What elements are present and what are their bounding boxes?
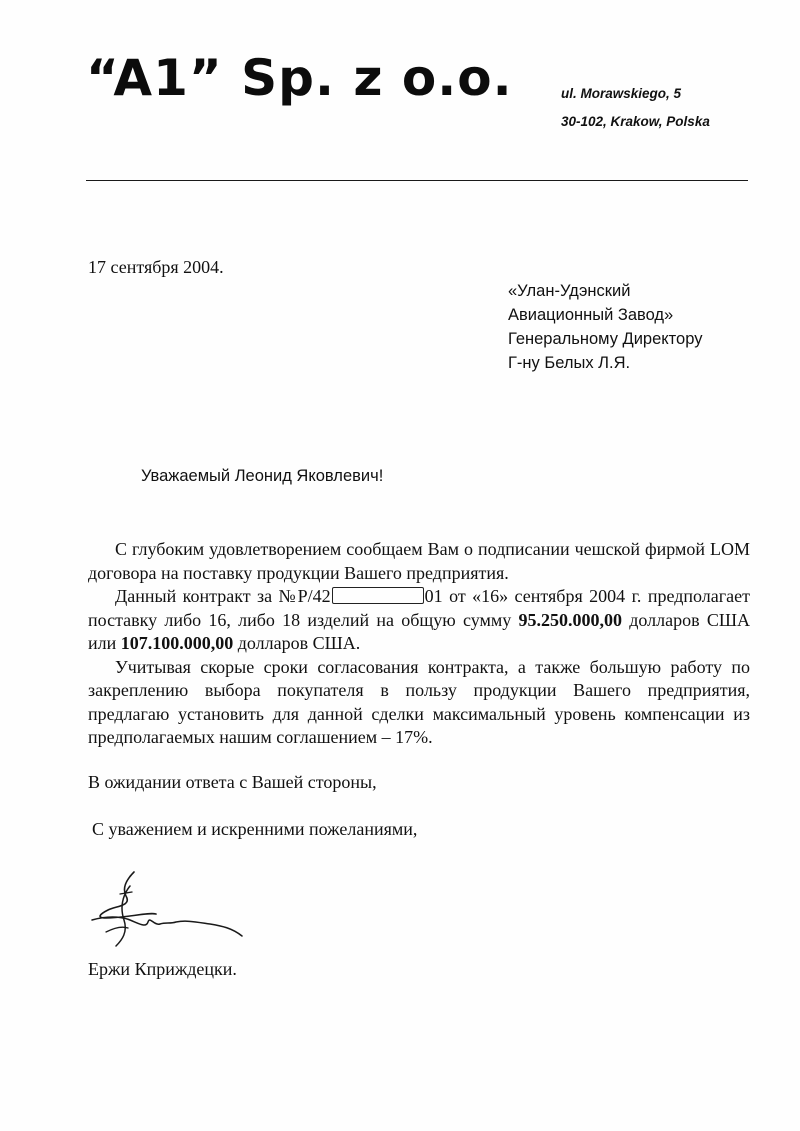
company-name: “A1” Sp. z o.o. bbox=[86, 49, 513, 107]
contract-number-prefix: Данный контракт за №Р/42 bbox=[115, 586, 331, 606]
addressee-block bbox=[508, 279, 702, 375]
letter-body bbox=[88, 538, 750, 750]
amount-2: 107.100.000,00 bbox=[120, 633, 234, 653]
addressee-line-2: Авиационный Завод» bbox=[508, 306, 674, 324]
regards-line: С уважением и искренними пожеланиями, bbox=[92, 819, 418, 839]
closing-line: В ожидании ответа с Вашей стороны, bbox=[88, 772, 377, 792]
body-paragraph-1: С глубоким удовлетворением сообщаем Вам о подписании чешской фирмой LOM договора на поставку продукции Вашего предприятия. bbox=[88, 539, 750, 583]
signer-name: Ержи Кприждецки. bbox=[88, 959, 237, 979]
contract-details: 01 от «16» сентября 2004 г. предполагает поставку либо 16, либо 18 изделий на общую сумму bbox=[88, 586, 750, 630]
company-address bbox=[561, 80, 710, 136]
letter-date: 17 сентября 2004. bbox=[88, 257, 224, 277]
addressee-line-3: Генеральному Директору bbox=[508, 330, 703, 348]
salutation: Уважаемый Леонид Яковлевич! bbox=[141, 467, 384, 485]
signature-image bbox=[86, 866, 246, 956]
body-paragraph-3: Учитывая скорые сроки согласования контракта, а также большую работу по закреплению выбора покупателя в пользу продукции Вашего предприятия, предлагаю установить для данной сделки максимальный уровень компенсации из предполагаемых нашим соглашением – 17%. bbox=[88, 656, 750, 747]
redacted-box bbox=[332, 587, 424, 604]
address-street: ul. Morawskiego, 5 bbox=[561, 86, 682, 101]
body-paragraph-2 bbox=[88, 585, 750, 656]
addressee-line-4: Г-ну Белых Л.Я. bbox=[508, 354, 631, 372]
amount-1-currency: долларов США или bbox=[88, 609, 750, 653]
header-divider bbox=[86, 180, 748, 181]
amount-1: 95.250.000,00 bbox=[518, 609, 622, 630]
address-city: 30-102, Krakow, Polska bbox=[561, 114, 710, 129]
amount-2-currency: долларов США. bbox=[237, 633, 361, 653]
addressee-line-1: «Улан-Удэнский bbox=[508, 282, 631, 300]
